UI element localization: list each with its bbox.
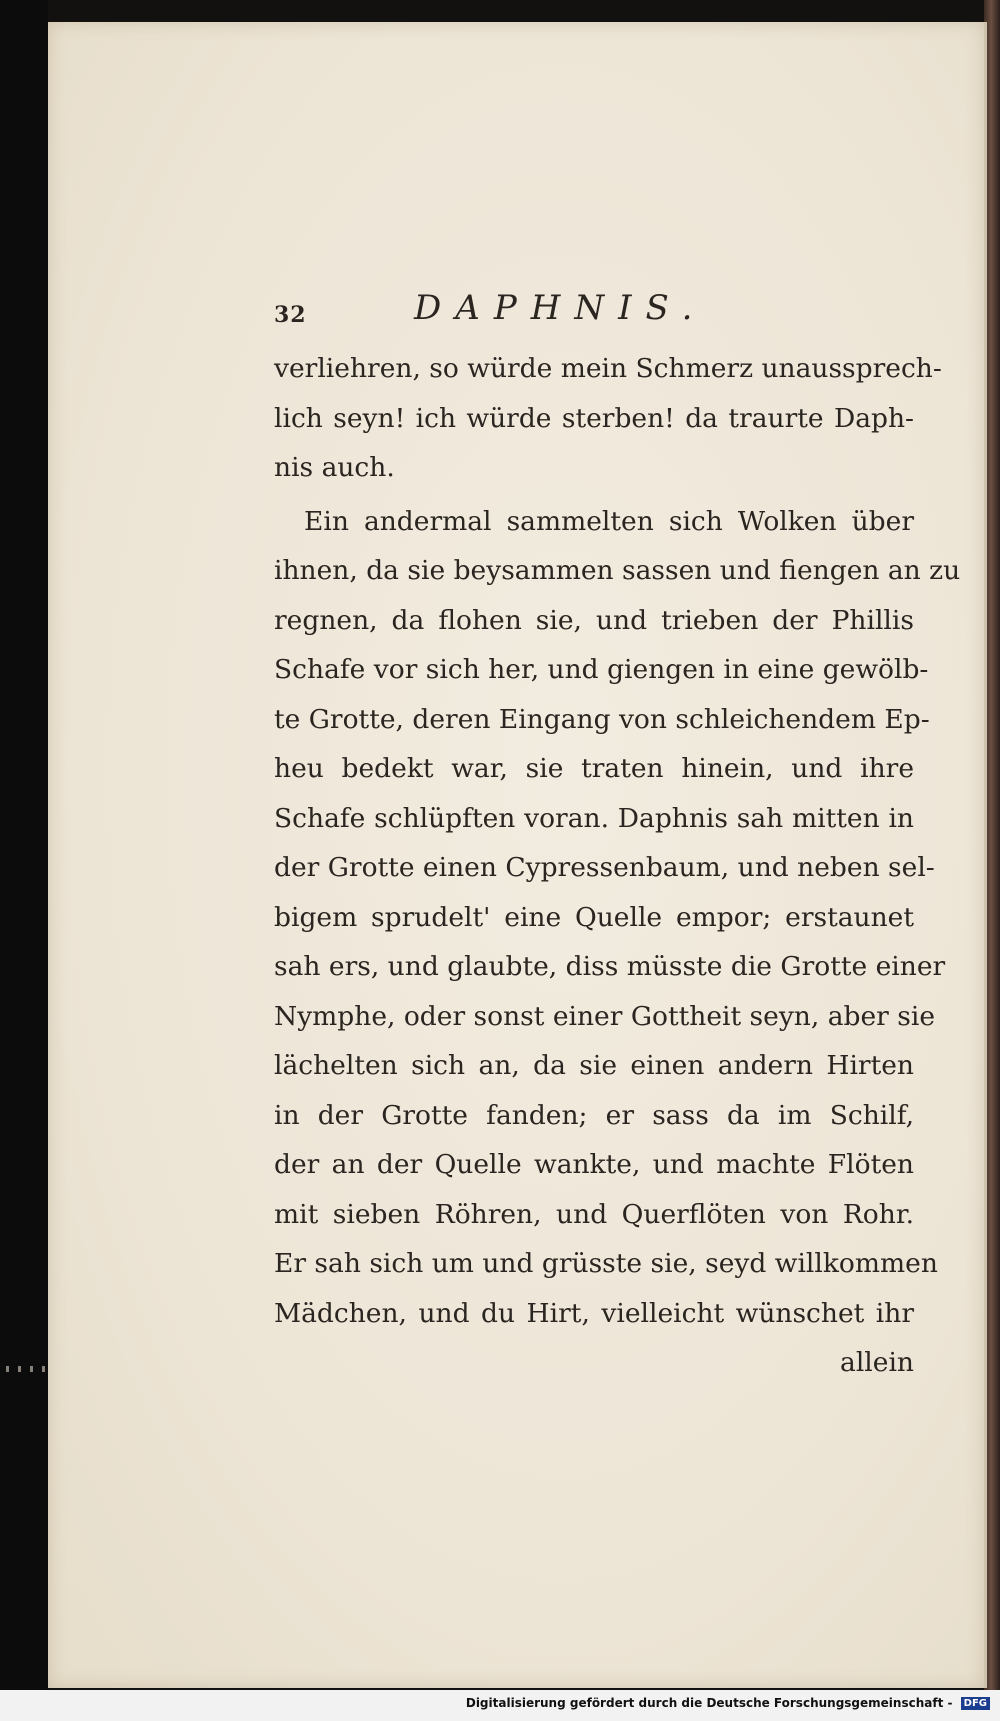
digitization-credit [466, 1696, 990, 1710]
text-line: te Grotte, deren Eingang von schleichendem Ep- [274, 703, 930, 735]
text-line: verliehren, so würde mein Schmerz unaussprech- [274, 353, 942, 384]
page-header [274, 284, 914, 344]
text-line: Ein andermal sammelten sich Wolken über [304, 505, 914, 537]
text-line: lich seyn! ich würde sterben! da traurte Daph- [274, 402, 914, 434]
text-line: heu bedekt war, sie traten hinein, und ihre [274, 753, 914, 784]
text-line: sah ers, und glaubte, diss müsste die Grotte einer [274, 951, 946, 982]
text-line: nis auch. [274, 452, 395, 483]
text-line: bigem sprudelt' eine Quelle empor; erstaunet [274, 901, 914, 933]
text-line: regnen, da flohen sie, und trieben der Phillis [274, 604, 914, 636]
text-line: in der Grotte fanden; er sass da im Schilf, [274, 1099, 914, 1131]
book-page [48, 22, 987, 1688]
text-line: der Grotte einen Cypressenbaum, und neben sel- [274, 852, 935, 883]
text-line: Mädchen, und du Hirt, vielleicht wünschet ihr [274, 1297, 914, 1329]
text-line: Schafe schlüpften voran. Daphnis sah mitten in [274, 802, 914, 834]
text-line: Schafe vor sich her, und giengen in eine gewölb- [274, 654, 929, 685]
text-line: ihnen, da sie beysammen sassen und fiengen an zu [274, 555, 961, 586]
dfg-logo: DFG [961, 1697, 990, 1710]
text-line: Nymphe, oder sonst einer Gottheit seyn, aber sie [274, 1000, 936, 1032]
text-line: lächelten sich an, da sie einen andern Hirten [274, 1050, 914, 1081]
text-line: Er sah sich um und grüsste sie, seyd willkommen [274, 1248, 938, 1279]
page-text-block [274, 284, 961, 1388]
credit-text: Digitalisierung gefördert durch die Deutsche Forschungsgemeinschaft - [465, 1696, 953, 1710]
catchword: allein [840, 1347, 914, 1378]
text-line: mit sieben Röhren, und Querflöten von Rohr. [274, 1198, 914, 1230]
page-number: 32 [274, 302, 307, 328]
running-title: DAPHNIS. [414, 288, 707, 328]
scan-left-margin [0, 0, 48, 1721]
text-line: der an der Quelle wankte, und machte Flöten [274, 1149, 914, 1180]
